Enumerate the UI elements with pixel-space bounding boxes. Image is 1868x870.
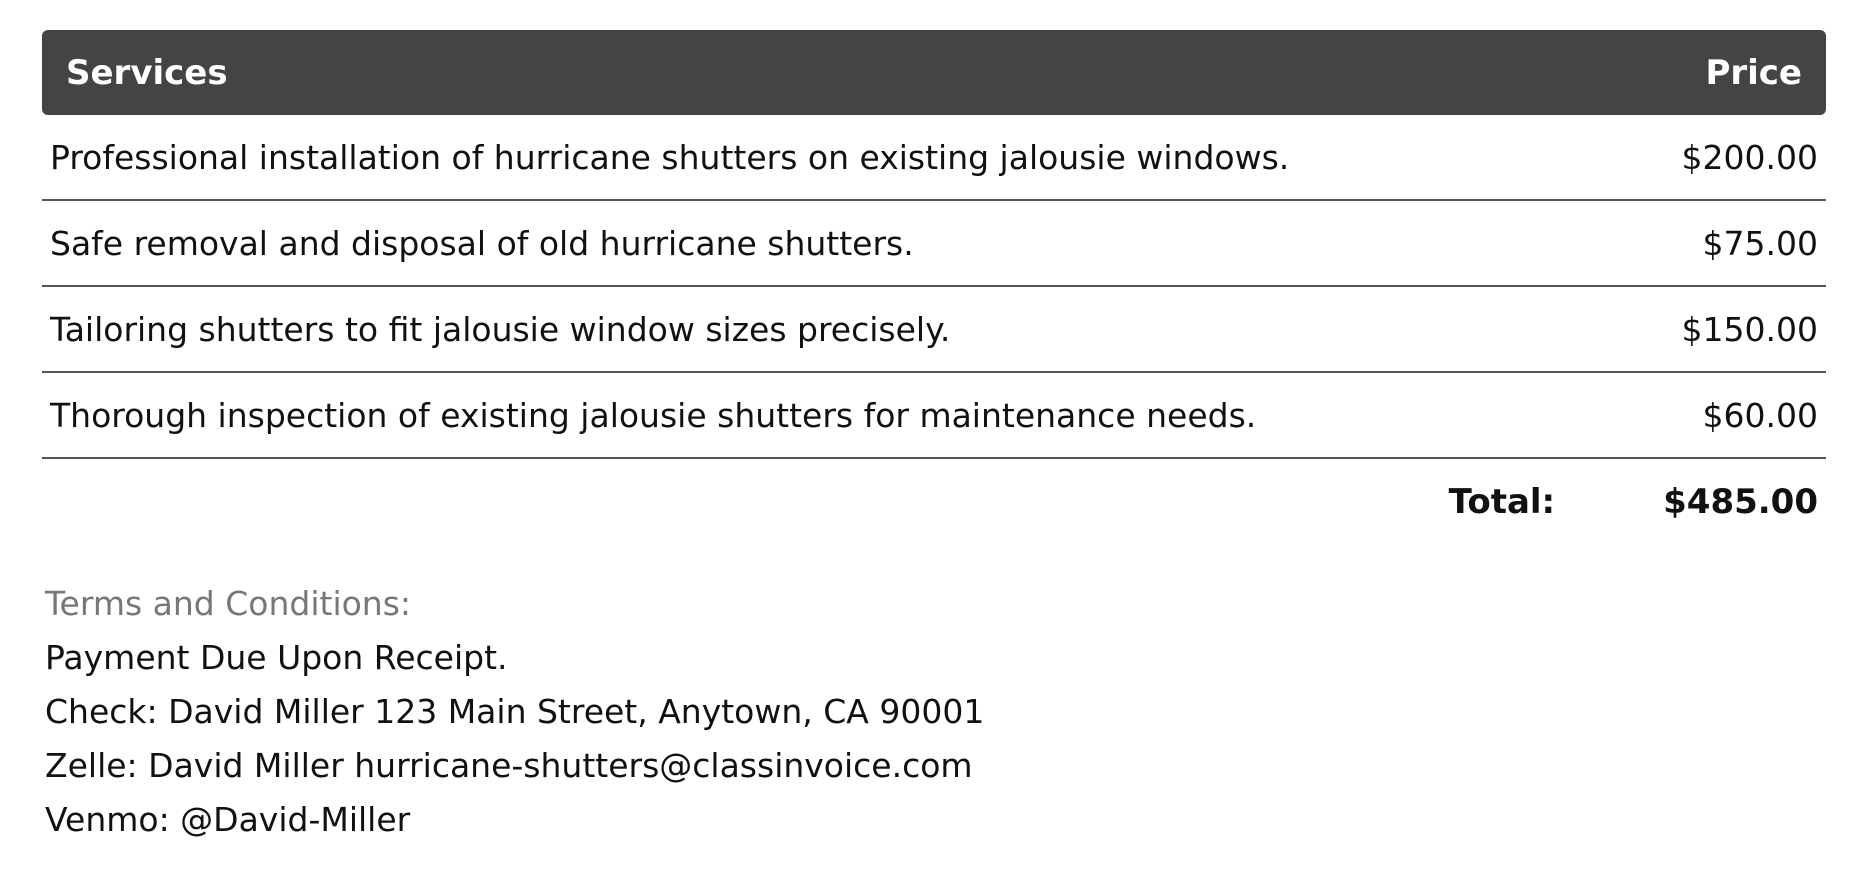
- service-description: Professional installation of hurricane shutters on existing jalousie windows.: [50, 137, 1290, 177]
- table-row: [42, 373, 1826, 459]
- service-description: Tailoring shutters to fit jalousie window sizes precisely.: [50, 309, 951, 349]
- service-price: $200.00: [1681, 137, 1818, 177]
- table-header: [42, 30, 1826, 115]
- total-label: Total:: [1448, 482, 1556, 522]
- terms-title: Terms and Conditions:: [45, 584, 412, 623]
- table-row: [42, 287, 1826, 373]
- zelle-payment-line: Zelle: David Miller hurricane-shutters@classinvoice.com: [45, 746, 973, 785]
- table-row: [42, 115, 1826, 201]
- services-table: [42, 30, 1826, 545]
- services-column-header: Services: [66, 52, 228, 93]
- service-price: $60.00: [1702, 395, 1818, 435]
- total-value: $485.00: [1663, 482, 1818, 522]
- table-row: [42, 201, 1826, 287]
- service-description: Safe removal and disposal of old hurricane shutters.: [50, 223, 914, 263]
- service-price: $150.00: [1681, 309, 1818, 349]
- terms-section: [45, 584, 1245, 854]
- price-column-header: Price: [1705, 52, 1802, 93]
- service-price: $75.00: [1702, 223, 1818, 263]
- service-description: Thorough inspection of existing jalousie shutters for maintenance needs.: [50, 395, 1257, 435]
- payment-terms-line: Payment Due Upon Receipt.: [45, 638, 508, 677]
- venmo-payment-line: Venmo: @David-Miller: [45, 800, 411, 839]
- total-row: [42, 459, 1826, 545]
- check-payment-line: Check: David Miller 123 Main Street, Anytown, CA 90001: [45, 692, 985, 731]
